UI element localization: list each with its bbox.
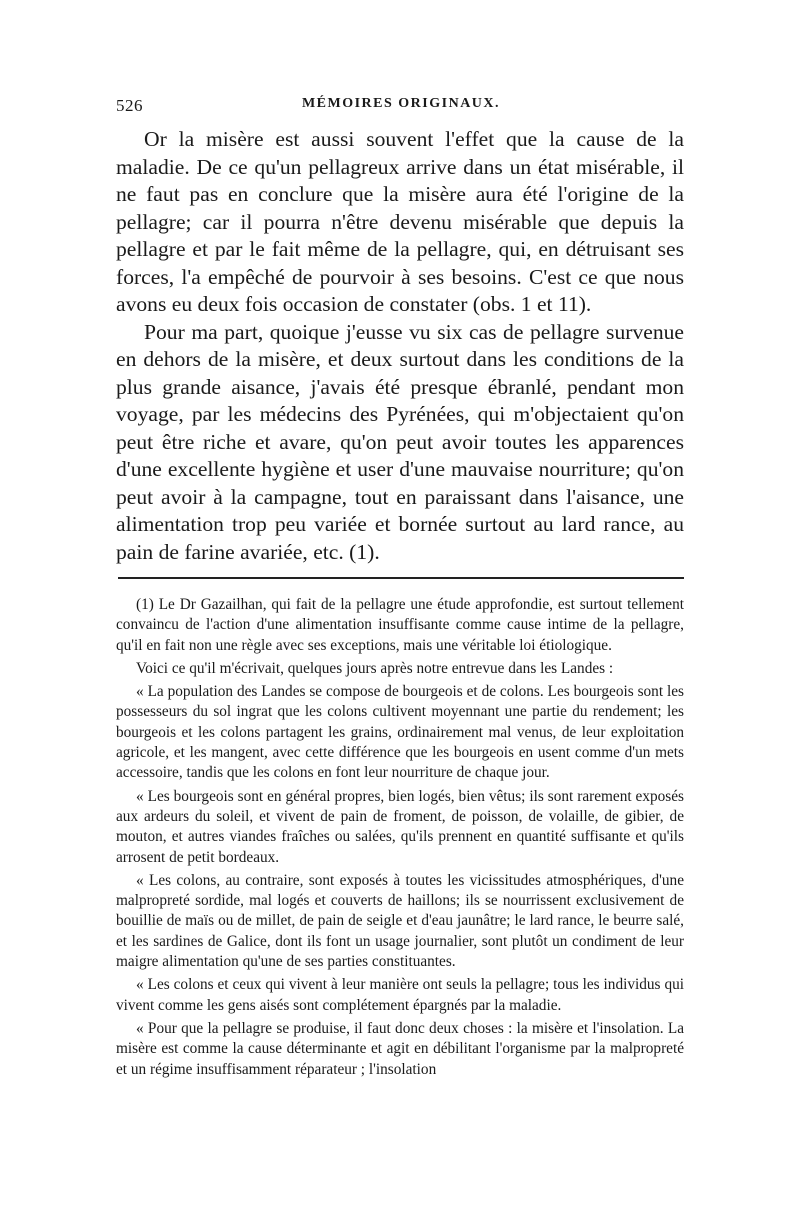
running-title: MÉMOIRES ORIGINAUX.	[301, 96, 501, 111]
footnote-paragraph: « Les colons et ceux qui vivent à leur manière ont seuls la pellagre; tous les individus qui vivent comme les gens aisés sont complétement épargnés par la maladie.	[116, 976, 684, 1014]
body-paragraph: Pour ma part, quoique j'eusse vu six cas de pellagre survenue en dehors de la misère, et deux surtout dans les conditions de la plus grande aisance, j'avais été presque ébranlé, pendant mon voyage, par les médecins des Pyrénées, qui m'objectaient qu'on peut être riche et avare, qu'on peut avoir toutes les apparences d'une excellente hygiène et user d'une mauvaise nourriture; qu'on peut avoir à la campagne, tout en paraissant dans l'aisance, une alimentation trop peu variée et bornée surtout au lard rance, au pain de farine avariée, etc. (1).	[116, 319, 684, 564]
main-text	[116, 126, 684, 566]
footnote-paragraph: « La population des Landes se compose de bourgeois et de colons. Les bourgeois sont les possesseurs du sol ingrat que les colons cultivent moyennant une partie du rendement; les bourgeois et les colons partagent les grains, ordinairement mal venus, de leur exploitation agricole, et les mangent, avec cette différence que les bourgeois en usent comme d'un mets accessoire, tandis que les colons en font leur nourriture de chaque jour.	[116, 683, 684, 782]
footnote-paragraph: « Les colons, au contraire, sont exposés à toutes les vicissitudes atmosphériques, d'une malpropreté sordide, mal logés et couverts de haillons; ils se nourrissent exclusivement de bouillie de maïs ou de millet, de pain de seigle et d'eau jaunâtre; le lard rance, le beurre salé, et les sardines de Galice, dont ils font un usage journalier, sont plutôt un condiment de leur maigre alimentation qu'une de ses parties constituantes.	[116, 871, 684, 971]
footnote-paragraph: Voici ce qu'il m'écrivait, quelques jours après notre entrevue dans les Landes :	[136, 659, 614, 677]
footnote-paragraph: « Pour que la pellagre se produise, il faut donc deux choses : la misère et l'insolation. La misère est comme la cause déterminante et agit en débilitant l'organisme par la malpropreté et un régime insuffisamment réparateur ; l'insolation	[116, 1019, 684, 1078]
page-header	[116, 96, 686, 120]
footnote-divider	[118, 577, 684, 579]
footnote-paragraph: (1) Le Dr Gazailhan, qui fait de la pellagre une étude approfondie, est surtout tellement convaincu de l'action d'une alimentation insuffisante comme cause intime de la pellagre, qu'il en fait non une règle avec ses exceptions, mais une véritable loi étiologique.	[116, 596, 684, 654]
body-paragraph: Or la misère est aussi souvent l'effet que la cause de la maladie. De ce qu'un pellagreux arrive dans un état misérable, il ne faut pas en conclure que la misère aura été l'origine de la pellagre; car il pourra n'être devenu misérable que depuis la pellagre et par le fait même de la pellagre, qui, en détruisant ses forces, l'a empêché de pourvoir à ses besoins. C'est ce que nous avons eu deux fois occasion de constater (obs. 1 et 11).	[116, 127, 684, 316]
page-number: 526	[116, 96, 143, 115]
footnote-paragraph: « Les bourgeois sont en général propres, bien logés, bien vêtus; ils sont rarement exposés aux ardeurs du soleil, et vivent de pain de froment, de poisson, de volaille, de gibier, de mouton, et autres viandes fraîches ou salées, qu'ils prennent en quantité suffisante et qu'ils arrosent de petit bordeaux.	[116, 787, 684, 866]
footnote	[116, 595, 684, 1083]
